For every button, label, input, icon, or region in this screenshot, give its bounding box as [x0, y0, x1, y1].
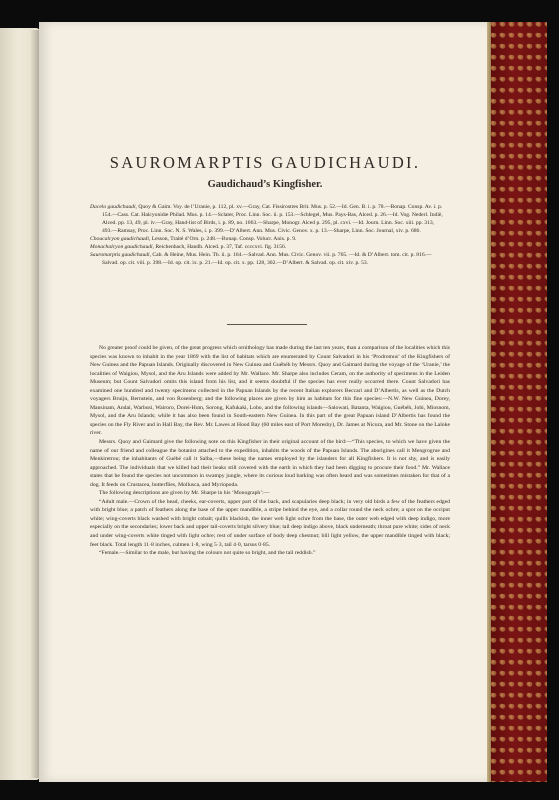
synonymy-entry	[90, 251, 445, 267]
synonym-name: Monachalcyon gaudichaudi,	[90, 244, 155, 251]
synonym-refs: Reichenbach, Handb. Alced. p. 37, Taf. ccccxvi. fig. 3156.	[155, 244, 287, 251]
body-paragraph: The following descriptions are given by Mr. Sharpe in his ‘Monograph’:—	[99, 490, 270, 497]
synonymy-entry	[90, 235, 445, 243]
synonym-name: Choucalcyon gaudichaudi,	[90, 236, 151, 243]
synonymy-entry	[90, 243, 445, 251]
synonym-refs: Cab. & Heine, Mus. Hein. Th. ii. p. 164.—Salvad. Ann. Mus. Civic. Genov. vii. p. 765. —Id. & D’Albert. tom. cit. p. 816.—Salvad. op. cit. viii. p. 398.—Id. op. cit. ix. p. 21.—Id. op. cit. x. pp. 128, 302.—D’Albert. & Salvad. op. cit. xiv. p. 53.	[102, 252, 432, 267]
plate-subtitle: Gaudichaud’s Kingfisher.	[207, 179, 323, 190]
synonym-name: Dacelo gaudichaudi,	[90, 204, 137, 210]
section-divider	[227, 324, 307, 325]
synonym-refs: Quoy & Gaim. Voy. de l’Uranie, p. 112, pl. xv.—Gray, Cat. Fissirostres Brit. Mus. p. 52.—Id. Gen. B. i. p. 78.—Bonap. Consp. Av. i. p. 154.—Cass. Cat. Halcyonidæ Philad. Mus. p. 14.—Sclater, Proc. Linn. Soc. ii. p. 153.—Schlegel, Mus. Pays-Bas, Alced. p. 26.—Id. Vog. Nederl. Indië, Alced. pp. 13, 49, pl. iv.—Gray, Hand-list of Birds, i. p. 89, no. 1063.—Sharpe, Monogr. Alced p. 295, pl. cxvi. —Id. Journ. Linn. Soc. xiii. pp. 313, 493.—Ramsay, Proc. Linn. Soc. N. S. Wales, i. p. 399.—D’Albert. Ann. Mus. Civic. Genov. x. p. 13.—Sharpe, Linn. Soc. Journal, xiv. p. 686.	[102, 204, 443, 235]
body-paragraph: “Female.—Similar to the male, but having the colours not quite so bright, and the tail reddish.”	[99, 550, 316, 557]
body-paragraph: “Adult male.—Crown of the head, cheeks, ear-coverts, upper part of the back, and scapularies deep black; in very old birds a few of the feathers edged with bright blue; a patch of feathers along the base of the upper mandible, a stripe behind the eye, and a collar round the neck ochre; a spot on the occiput white; wing-coverts black washed with bright cobalt; quills blackish, the inner web light ochre from the base, the outer web edged with deep indigo, more especially on the secondaries; lower back and upper tail-coverts bright silvery blue; tail deep indigo above, black underneath; throat pure white; sides of neck and under wing-coverts white tinged with light ochre; rest of under surface of body deep chestnut; bill light yellow, the upper mandible tinged with black; feet black. Total length 11·8 inches, culmen 1·8, wing 5·3, tail 4·0, tarsus 0·85.	[90, 498, 450, 548]
synonym-name: Sauromarptis gaudichaudi,	[90, 252, 152, 259]
body-paragraph: Messrs. Quoy and Gaimard give the following note on this Kingfisher in their original account of the bird:—“This species, to which we have given the name of our friend and colleague the botanist attached to the expedition, inhabits the woods of the Papuan Islands. The aborigines call it Mengrogrue and Menkiretrou; the inhabitants of Guébé call it Salba,—these being the names employed by the islanders for all Kingfishers. It is not shy, and is easily approached. The individuals that we killed had their beaks still covered with the earth in which they had been digging to procure their food.” Mr. Wallace states that he found the species not uncommon in swampy jungle, where its curious loud barking was often heard and was sometimes mistaken for that of a dog. It feeds on Crustacea, butterflies, Mollusca, and Myriopoda.	[90, 439, 450, 488]
body-paragraph: No greater proof could be given, of the great progress which ornithology has made during the last ten years, than a comparison of the localities which this species was known to inhabit in the year 1869 with the list of habitats which are enumerated by Count Salvadori in his ‘Prodromus’ of the Kingfishers of New Guinea and the Papuan Islands. Originally discovered in New Guinea and Guébéh by Messrs. Quoy and Gaimard during the voyage of the ‘Uranie,’ the localities of Waigiou, Mysol, and the Aru Islands were added by Mr. Wallace. Mr. Sharpe also includes Ceram, on the authority of specimens in the Leiden Museum; but Count Salvadori omits this island from his list, and it seems doubtful if the species has ever really occurred there. Count Salvadori has examined one hundred and twenty specimens collected in the Papuan Islands by the recent Italian explorers Beccari and D’Albertis, as well as the Dutch voyagers Bruijn, Bernstein, and von Rosenberg; and the following places are given by him as habitats for this fine species:—N.W. New Guinea, Dorey, Mansinam, Andai, Warbusi, Wairoro, Dorei-Hum, Sorong, Kafukaki, Lobo, and the following islands—Salowati, Batanta, Waigiou, Guébéh, Jobi, Miosnom, Mysol, and the Aru Islands; while it has also been found in South-eastern New Guinea. In this part of the great Papuan island D’Albertis has found the species on the Fly River and in Hall Bay, the Rev. Mr. Lawes at Hood Bay (60 miles east of Port Moresby), Dr. James at Nicura, and Mr. Stone on the Laloke river.	[90, 345, 450, 437]
plate-title: SAUROMARPTIS GAUDICHAUDI.	[109, 153, 421, 172]
marbled-cover	[491, 22, 547, 782]
body-text	[90, 344, 450, 558]
book-page	[39, 22, 491, 782]
synonymy-block	[90, 203, 445, 267]
synonymy-entry	[90, 203, 445, 235]
synonym-refs: Lesson, Traité d’Orn. p. 248.—Bonap. Consp. Volucr. Anis. p. 9.	[151, 236, 297, 243]
